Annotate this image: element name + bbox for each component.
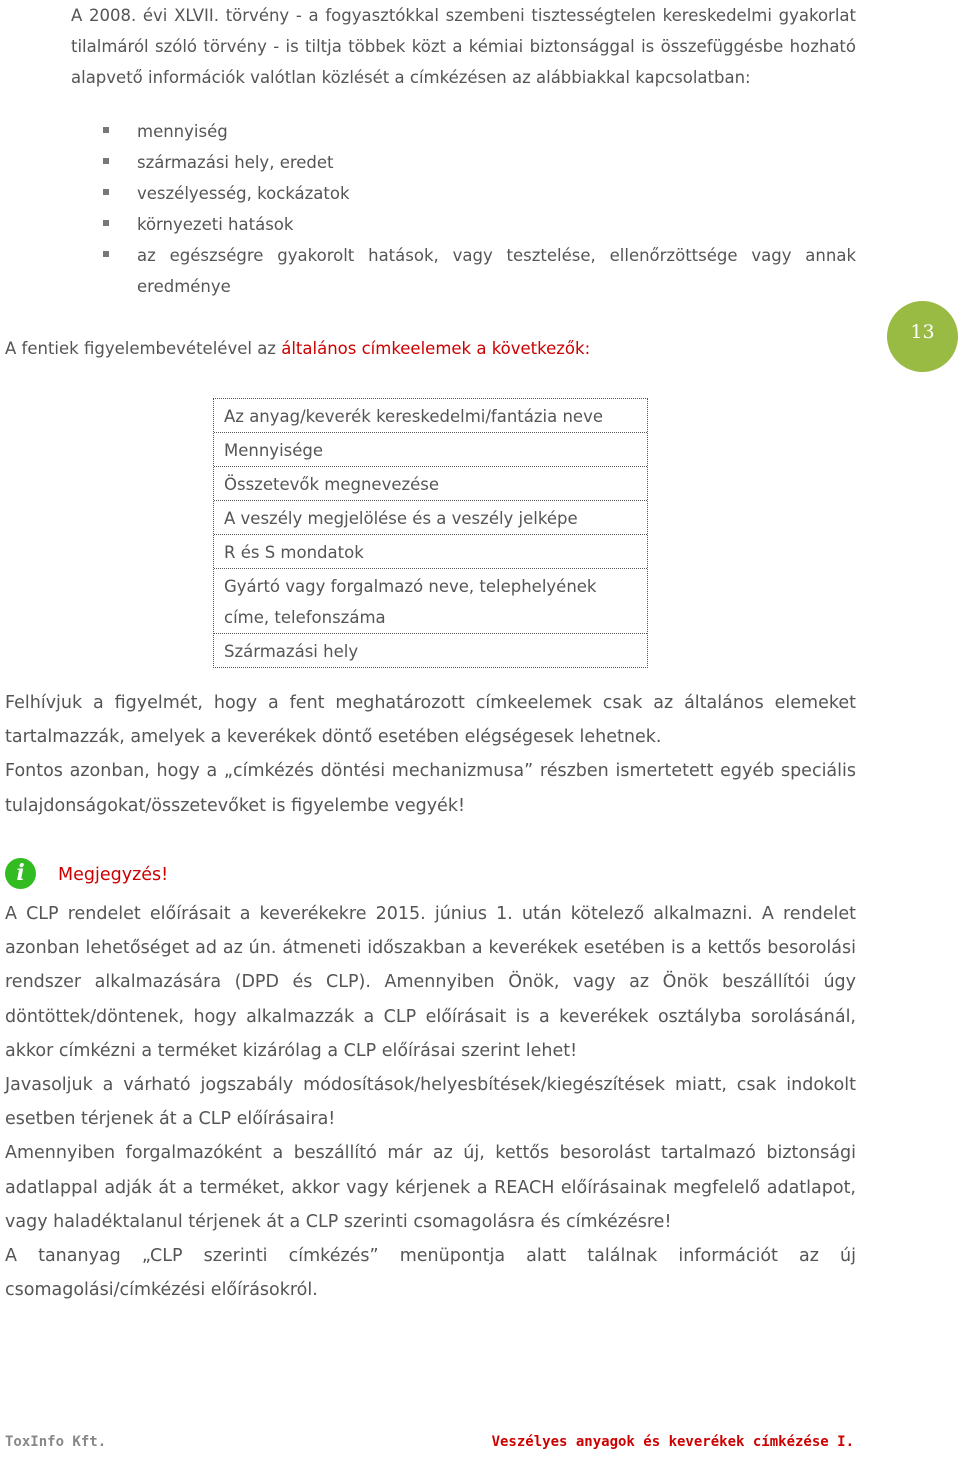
table-row: Származási hely: [224, 642, 359, 661]
table-row: A veszély megjelölése és a veszély jelképe: [214, 501, 647, 535]
note-paragraph: Amennyiben forgalmazóként a beszállító már az új, kettős besorolást tartalmazó biztonsági adatlappal adják át a terméket, akkor vagy kérjenek a REACH előírásainak megfelelő adatlapot, vagy haladéktalanul térjenek át a CLP szerinti csomagolásra és címkézésre!: [5, 1143, 856, 1232]
square-bullet-icon: [103, 127, 109, 133]
list-item: származási hely, eredet: [103, 147, 856, 178]
footer-company: ToxInfo Kft.: [5, 1434, 107, 1450]
square-bullet-icon: [103, 251, 109, 257]
note-title: Megjegyzés!: [58, 865, 169, 885]
intro-paragraph: A 2008. évi XLVII. törvény - a fogyasztókkal szembeni tisztességtelen kereskedelmi gyakorlat tilalmáról szóló törvény - is tiltja többek közt a kémiai biztonsággal is összefüggésbe hozható alapvető információk valótlan közlését a címkézésen az alábbiakkal kapcsolatban:: [71, 6, 856, 87]
note-paragraph: A CLP rendelet előírásait a keverékekre 2015. június 1. után kötelező alkalmazni. A rendelet azonban lehetőséget ad az ún. átmeneti időszakban a keverékek esetében is a kettős besorolási rendszer alkalmazására (DPD és CLP). Amennyiben Önök, vagy az Önök beszállítói úgy döntöttek/döntenek, hogy alkalmazzák a CLP előírásait is a keverékek osztályba sorolásánál, akkor címkézni a terméket kizárólag a CLP előírásai szerint lehet!: [5, 904, 856, 1061]
label-elements-highlight: általános címkeelemek a következők:: [281, 339, 591, 358]
note-block: [5, 897, 856, 1307]
info-icon: i: [5, 858, 36, 889]
bullet-list: [103, 116, 856, 302]
notice-block: [5, 686, 856, 823]
label-elements-intro: A fentiek figyelembevételével az általános címkeelemek a következők:: [5, 339, 591, 358]
footer-document-title: Veszélyes anyagok és keverékek címkézése I.: [491, 1434, 854, 1450]
notice-paragraph: Felhívjuk a figyelmét, hogy a fent meghatározott címkeelemek csak az általános elemeket tartalmazzák, amelyek a keverékek döntő esetében elégségesek lehetnek.: [5, 693, 856, 748]
list-item: mennyiség: [103, 116, 856, 147]
table-row: Az anyag/keverék kereskedelmi/fantázia neve: [214, 399, 647, 433]
table-row: Mennyisége: [214, 433, 647, 467]
table-row: R és S mondatok: [214, 535, 647, 569]
square-bullet-icon: [103, 189, 109, 195]
note-paragraph: A tananyag „CLP szerinti címkézés” menüpontja alatt találnak információt az új csomagolási/címkézési előírásokról.: [5, 1246, 856, 1301]
note-paragraph: Javasoljuk a várható jogszabály módosítások/helyesbítések/kiegészítések miatt, csak indokolt esetben térjenek át a CLP előírásaira!: [5, 1075, 856, 1130]
page-number-badge: 13: [887, 301, 958, 372]
notice-paragraph: Fontos azonban, hogy a „címkézés döntési mechanizmusa” részben ismertetett egyéb speciális tulajdonságokat/összetevőket is figyelembe vegyék!: [5, 761, 856, 816]
list-item: veszélyesség, kockázatok: [103, 178, 856, 209]
list-item: környezeti hatások: [103, 209, 856, 240]
label-elements-table: [213, 398, 648, 668]
table-row: Gyártó vagy forgalmazó neve, telephelyének címe, telefonszáma: [214, 569, 647, 634]
square-bullet-icon: [103, 220, 109, 226]
square-bullet-icon: [103, 158, 109, 164]
list-item: az egészségre gyakorolt hatások, vagy tesztelése, ellenőrzöttsége vagy annak eredménye: [103, 240, 856, 302]
table-row: Összetevők megnevezése: [214, 467, 647, 501]
